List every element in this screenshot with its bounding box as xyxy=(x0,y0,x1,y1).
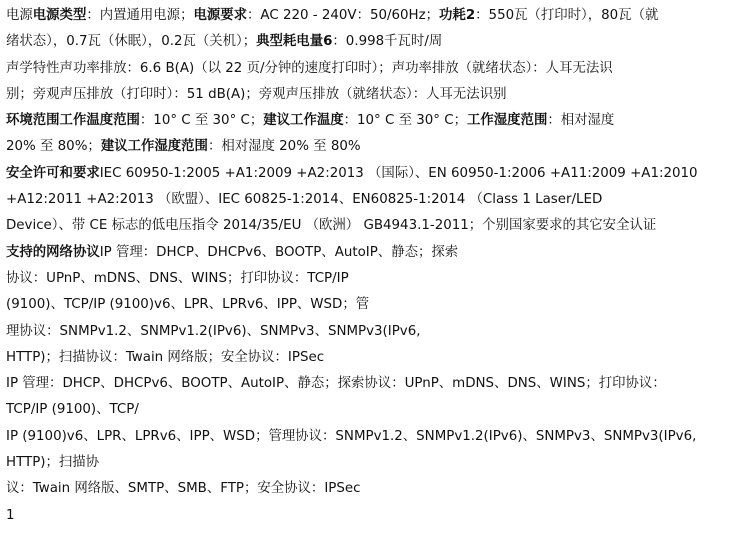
text-run: HTTP)；扫描协 xyxy=(6,455,100,471)
text-line xyxy=(6,345,742,371)
text-run: ：内置通用电源； xyxy=(86,8,194,23)
text-run: +A12:2011 +A2:2013 （欧盟）、IEC 60825-1:2014、EN60825-1:2014 （Class 1 Laser/LED xyxy=(6,192,603,208)
text-line xyxy=(6,134,742,160)
text-line xyxy=(6,187,742,213)
text-line xyxy=(6,371,742,397)
bold-heading-run: 电源类型 xyxy=(32,8,87,23)
text-run: 电源 xyxy=(6,8,33,23)
text-run: IP 管理：DHCP、DHCPv6、BOOTP、AutoIP、静态；探索协议：UPnP、mDNS、DNS、WINS；打印协议： xyxy=(6,376,666,392)
text-line xyxy=(6,476,742,502)
text-line xyxy=(6,213,742,239)
text-run: ：相对湿度 20% 至 80% xyxy=(207,139,361,155)
bold-heading-run: 环境范围工作温度范围 xyxy=(6,113,140,129)
text-run: 声学特性声功率排放：6.6 B(A)（以 22 页/分钟的速度打印时）；声功率排放（就绪状态）：人耳无法识 xyxy=(6,60,613,76)
text-line xyxy=(6,3,742,29)
text-line xyxy=(6,161,742,187)
bold-heading-run: 建议工作温度 xyxy=(263,113,344,129)
text-run: 别；旁观声压排放（打印时）：51 dB(A)；旁观声压排放（就绪状态）：人耳无法识别 xyxy=(6,86,507,102)
text-run: HTTP)；扫描协议：Twain 网络版；安全协议：IPSec xyxy=(6,349,325,365)
text-line xyxy=(6,108,742,134)
text-run: IEC 60950-1:2005 +A1:2009 +A2:2013 （国际）、EN 60950-1:2006 +A11:2009 +A1:2010 xyxy=(99,165,698,181)
text-run: ：10° C 至 30° C； xyxy=(343,113,467,129)
text-run: ：AC 220 - 240V：50/60Hz； xyxy=(247,8,440,23)
text-line xyxy=(6,56,742,82)
bold-heading-run: 工作湿度范围 xyxy=(467,113,548,129)
text-run: (9100)、TCP/IP (9100)v6、LPR、LPRv6、IPP、WSD；管 xyxy=(6,297,370,313)
bold-heading-run: 电源要求 xyxy=(193,8,248,23)
text-line xyxy=(6,319,742,345)
text-run: 协议：UPnP、mDNS、DNS、WINS；打印协议：TCP/IP xyxy=(6,270,349,286)
bold-heading-run: 建议工作湿度范围 xyxy=(100,139,208,155)
text-line xyxy=(6,450,742,476)
text-line xyxy=(6,424,742,450)
bold-heading-run: 功耗2 xyxy=(439,8,476,23)
text-run: 绪状态），0.7瓦（休眠），0.2瓦（关机）； xyxy=(6,34,257,50)
bold-heading-run: 典型耗电量6 xyxy=(256,34,333,50)
text-run: 理协议：SNMPv1.2、SNMPv1.2(IPv6)、SNMPv3、SNMPv3(IPv6, xyxy=(6,323,421,339)
text-run: ：10° C 至 30° C； xyxy=(139,113,264,129)
text-line xyxy=(6,397,742,423)
spec-text-body xyxy=(6,3,742,503)
text-line xyxy=(6,82,742,108)
text-run: TCP/IP (9100)、TCP/ xyxy=(6,402,139,418)
page-number: 1 xyxy=(6,507,15,523)
text-line xyxy=(6,266,742,292)
text-line xyxy=(6,240,742,266)
text-run: ：相对湿度 xyxy=(547,113,615,129)
text-run: Device）、带 CE 标志的低电压指令 2014/35/EU （欧洲） GB4943.1-2011；个别国家要求的其它安全认证 xyxy=(6,218,657,234)
text-line xyxy=(6,29,742,55)
text-run: IP (9100)v6、LPR、LPRv6、IPP、WSD；管理协议：SNMPv1.2、SNMPv1.2(IPv6)、SNMPv3、SNMPv3(IPv6, xyxy=(6,428,697,444)
bold-heading-run: 安全许可和要求 xyxy=(6,165,100,181)
text-run: ：550瓦（打印时），80瓦（就 xyxy=(475,8,659,23)
text-run: 20% 至 80%； xyxy=(6,139,101,155)
bold-heading-run: 支持的网络协议 xyxy=(6,244,100,260)
text-run: IP 管理：DHCP、DHCPv6、BOOTP、AutoIP、静态；探索 xyxy=(99,244,459,260)
text-line xyxy=(6,292,742,318)
text-run: 议：Twain 网络版、SMTP、SMB、FTP；安全协议：IPSec xyxy=(6,481,361,497)
text-run: ：0.998千瓦时/周 xyxy=(332,34,443,50)
